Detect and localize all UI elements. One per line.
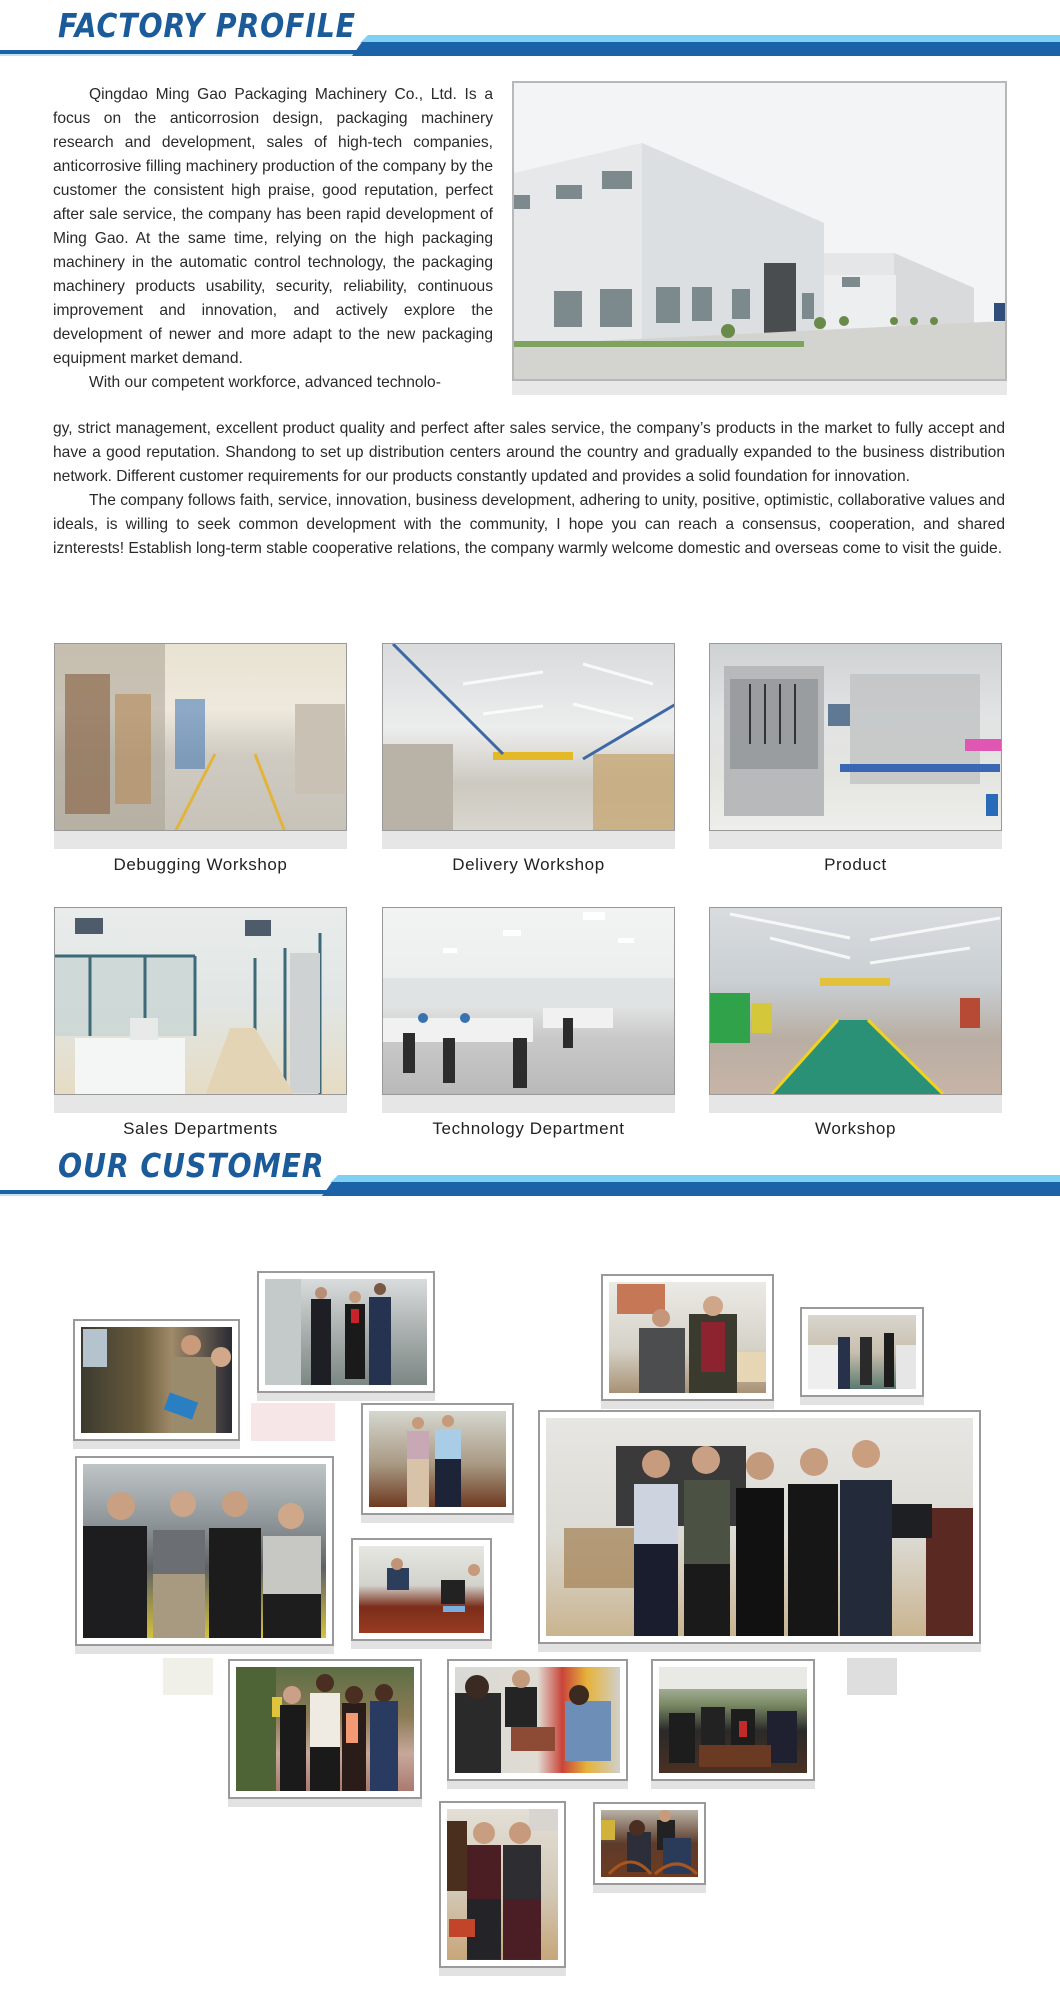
- photo-illustration: [808, 1315, 916, 1389]
- photo-illustration: [609, 1282, 766, 1393]
- intro-paragraph: [53, 83, 493, 395]
- photo-shadow: [447, 1781, 628, 1789]
- customer-photo-image: [83, 1464, 326, 1638]
- caption-bar: [54, 1095, 347, 1113]
- office-illustration: [383, 908, 675, 1095]
- gallery-caption: Sales Departments: [123, 1119, 278, 1138]
- customer-photo-office-pair[interactable]: [601, 1274, 774, 1401]
- customer-photo-image: [447, 1809, 558, 1960]
- paragraph-2-start: With our competent workforce, advanced technolo-: [89, 374, 441, 391]
- factory-profile-title: FACTORY PROFILE: [58, 6, 356, 45]
- header-underline-light: [0, 1194, 330, 1196]
- caption-bar: [382, 1095, 675, 1113]
- photo-shadow: [439, 1968, 566, 1976]
- photo-shadow: [257, 1393, 435, 1401]
- photo-illustration: [359, 1546, 484, 1633]
- workshop-illustration: [383, 644, 675, 831]
- customer-photo-image: [546, 1418, 973, 1636]
- photo-illustration: [447, 1809, 558, 1960]
- paragraph-2-rest: gy, strict management, excellent product quality and perfect after sales service, the company’s products in the market to fully accept and have a good reputation. Shandong to set up distribution centers around the country and gradually expanded to the business distribution network. Different customer requirements for our products constantly updated and provides a solid foundation for innovation.: [53, 420, 1005, 485]
- gallery-caption: Delivery Workshop: [452, 855, 605, 874]
- header-stripe-light: [360, 35, 1060, 43]
- customer-photo-expo-meeting[interactable]: [447, 1659, 628, 1781]
- customer-photo-image: [659, 1667, 807, 1773]
- photo-illustration: [81, 1327, 232, 1433]
- customer-photo-image: [609, 1282, 766, 1393]
- photo-shadow: [228, 1799, 422, 1807]
- photo-illustration: [236, 1667, 414, 1791]
- customer-photo-lobby-group[interactable]: [228, 1659, 422, 1799]
- photo-illustration: [455, 1667, 620, 1773]
- delivery-workshop-image: [382, 643, 675, 831]
- photo-illustration: [83, 1464, 326, 1638]
- factory-building-image: [512, 81, 1007, 381]
- photo-illustration: [546, 1418, 973, 1636]
- body-text: [53, 417, 1005, 561]
- customer-photo-factory-visit-small[interactable]: [800, 1307, 924, 1397]
- our-customer-header: [0, 1140, 1060, 1200]
- photo-shadow: [593, 1885, 706, 1893]
- photo-shadow: [651, 1781, 815, 1789]
- customer-photo-factory-visit[interactable]: [257, 1271, 435, 1393]
- gallery-caption: Technology Department: [432, 1119, 625, 1138]
- header-stripe-light: [330, 1175, 1060, 1183]
- caption-bar: [54, 831, 347, 849]
- decor-swatch-cream: [163, 1658, 213, 1695]
- photo-shadow: [75, 1646, 334, 1654]
- gallery-caption: Workshop: [814, 1119, 897, 1138]
- debugging-workshop-image: [54, 643, 347, 831]
- customer-photo-image: [455, 1667, 620, 1773]
- customer-photo-round-table[interactable]: [593, 1802, 706, 1885]
- office-illustration: [55, 908, 347, 1095]
- customer-photo-office-two-men[interactable]: [361, 1403, 514, 1515]
- gallery-caption: Debugging Workshop: [113, 855, 288, 874]
- photo-illustration: [659, 1667, 807, 1773]
- gallery-caption: Product: [824, 855, 887, 874]
- customer-photo-image: [359, 1546, 484, 1633]
- caption-bar: [382, 831, 675, 849]
- paragraph-3: The company follows faith, service, innovation, business development, adhering to unity, positive, optimistic, collaborative values and ideals, is willing to seek common development with the community, I hope you can reach a consensus, cooperation, and shared iznterests! Establish long-term stable cooperative relations, the company warmly welcome domestic and overseas come to visit the guide.: [53, 492, 1005, 557]
- customer-photo-image: [601, 1810, 698, 1877]
- header-stripe-dark: [352, 42, 1060, 56]
- hero-image-bar: [512, 381, 1007, 395]
- photo-shadow: [351, 1641, 492, 1649]
- header-underline-light: [0, 54, 360, 56]
- photo-illustration: [265, 1279, 427, 1385]
- customer-photo-image: [81, 1327, 232, 1433]
- workshop-image: [709, 907, 1002, 1095]
- product-image: [709, 643, 1002, 831]
- customer-photo-office-group[interactable]: [538, 1410, 981, 1644]
- caption-bar: [709, 831, 1002, 849]
- photo-shadow: [601, 1401, 774, 1409]
- paragraph-1: Qingdao Ming Gao Packaging Machinery Co., Ltd. Is a focus on the anticorrosion design, packaging machinery research and development, sales of high-tech companies, anticorrosive filling machinery production of the company by the customer the consistent high praise, good reputation, perfect after sale service, the company has been rapid development of Ming Gao. At the same time, relying on the high packaging machinery in the automatic control technology, the packaging machinery products usability, security, reliability, continuous improvement and innovation, and actively explore the development of newer and more adapt to the new packaging equipment market demand.: [53, 86, 493, 367]
- customer-photo-office-pair-portrait[interactable]: [439, 1801, 566, 1968]
- photo-shadow: [361, 1515, 514, 1523]
- factory-profile-header: [0, 0, 1060, 60]
- customer-photo-image: [369, 1411, 506, 1507]
- workshop-floor-illustration: [710, 908, 1002, 1095]
- photo-shadow: [73, 1441, 240, 1449]
- customer-photo-expo-group[interactable]: [75, 1456, 334, 1646]
- customer-photo-sofa-meeting[interactable]: [651, 1659, 815, 1781]
- customer-photo-image: [808, 1315, 916, 1389]
- caption-bar: [709, 1095, 1002, 1113]
- our-customer-title: OUR CUSTOMER: [58, 1146, 325, 1185]
- decor-swatch-pink: [251, 1403, 335, 1441]
- workshop-illustration: [55, 644, 347, 831]
- photo-shadow: [538, 1644, 981, 1652]
- photo-illustration: [601, 1810, 698, 1877]
- filling-machine-illustration: [710, 644, 1002, 831]
- photo-shadow: [800, 1397, 924, 1405]
- customer-photo-tablet-demo[interactable]: [73, 1319, 240, 1441]
- factory-building-illustration: [514, 83, 1005, 379]
- technology-department-image: [382, 907, 675, 1095]
- photo-illustration: [369, 1411, 506, 1507]
- customer-photo-image: [265, 1279, 427, 1385]
- customer-photo-image: [236, 1667, 414, 1791]
- sales-departments-image: [54, 907, 347, 1095]
- customer-photo-meeting-table[interactable]: [351, 1538, 492, 1641]
- decor-swatch-grey: [847, 1658, 897, 1695]
- header-stripe-dark: [322, 1182, 1060, 1196]
